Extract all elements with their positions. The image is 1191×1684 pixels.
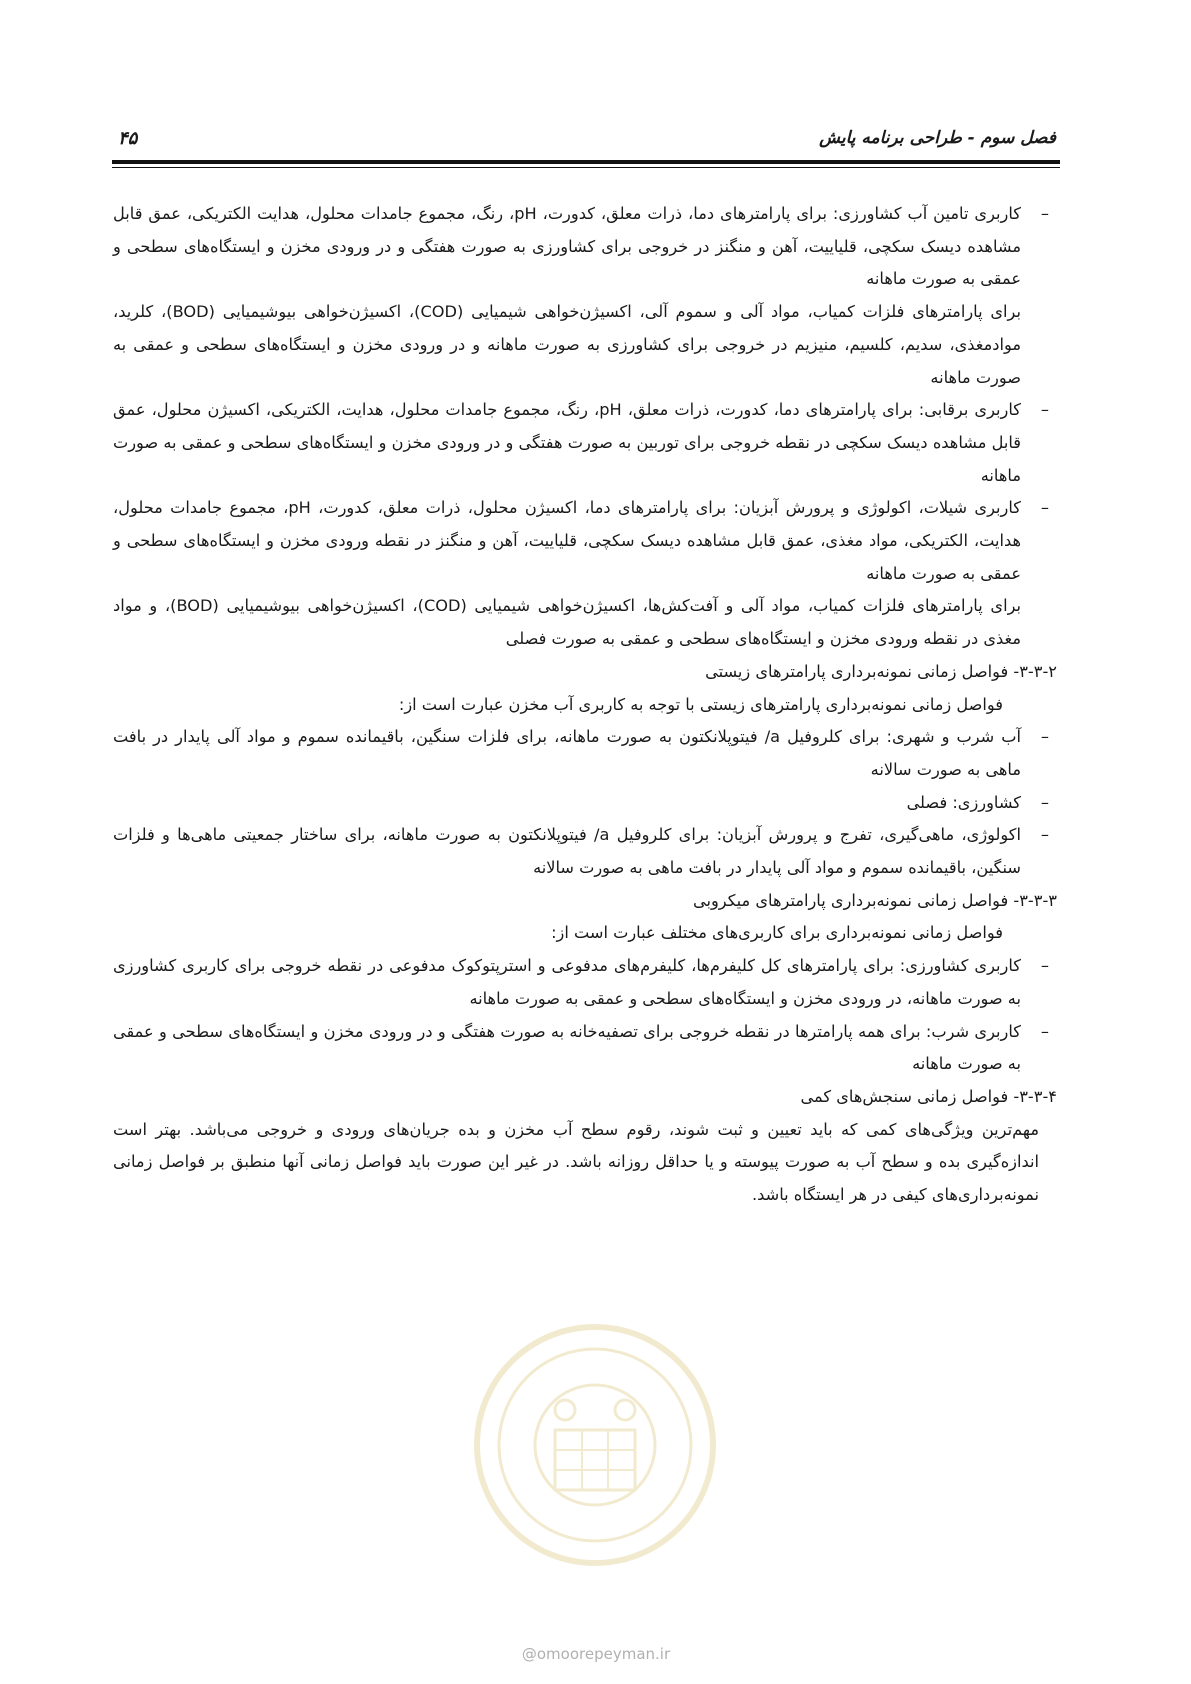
dash-bullet: – bbox=[1040, 825, 1049, 845]
paragraph-quantitative: مهم‌ترین ویژگی‌های کمی که باید تعیین و ثبت شوند، رقوم سطح آب مخزن و بده جریان‌های ورودی و خروجی می‌باشد. بهتر است اندازه‌گیری بده و سطح آب به صورت پیوسته و یا حداقل روزانه باشد. در غیر این صورت باید فواصل زمانی آنها منطبق بر فواصل زمانی نمونه‌برداری‌های کیفی در هر ایستگاه باشد. bbox=[113, 1119, 1039, 1205]
bullet-hydropower: – کاربری برقابی: برای پارامترهای دما، کدورت، ذرات معلق، pH، رنگ، مجموع جامدات محلول، هدایت، الکتریکی، اکسیژن محلول، عمق قابل مشاهده دیسک سکچی در نقطه خروجی برای توربین به صورت هفتگی و در ورودی مخزن و ایستگاه‌های سطحی و عمقی به صورت ماهانه bbox=[113, 394, 1057, 492]
paragraph-biological-intro: فواصل زمانی نمونه‌برداری پارامترهای زیستی با توجه به کاربری آب مخزن عبارت است از: bbox=[398, 694, 1003, 714]
dash-bullet: – bbox=[1040, 792, 1049, 812]
bullet-agriculture-supply: – کاربری تامین آب کشاورزی: برای پارامترهای دما، ذرات معلق، کدورت، pH، رنگ، مجموع جامدات محلول، هدایت الکتریکی، عمق قابل مشاهده دیسک سکچی، قلیاییت، آهن و منگنز در خروجی برای کشاورزی به صورت هفتگی و در ورودی مخزن و ایستگاه‌های سطحی و عمقی به صورت ماهانه bbox=[113, 198, 1057, 296]
bullet-drinking-microbial: – کاربری شرب: برای همه پارامترها در نقطه خروجی برای تصفیه‌خانه به صورت هفتگی و در ورودی مخزن و ایستگاه‌های سطحی و عمقی به صورت ماهانه bbox=[113, 1016, 1057, 1081]
header-rule-thick bbox=[112, 160, 1060, 164]
dash-bullet: – bbox=[1040, 1021, 1049, 1041]
paragraph-fisheries-rare-metals: برای پارامترهای فلزات کمیاب، مواد آلی و آفت‌کش‌ها، اکسیژن‌خواهی شیمیایی (COD)، اکسیژن‌خواهی بیوشیمیایی (BOD)، و مواد مغذی در نقطه ورودی مخزن و ایستگاه‌های سطحی و عمقی به صورت فصلی bbox=[113, 596, 1022, 649]
bullet-ecology-fishing: – اکولوژی، ماهی‌گیری، تفرج و پرورش آبزیان: برای کلروفیل a/ فیتوپلانکتون به صورت ماهانه، برای ساختار جمعیتی ماهی‌ها و فلزات سنگین، باقیمانده سموم و مواد آلی پایدار در بافت ماهی به صورت سالانه bbox=[113, 819, 1057, 884]
heading-biological-intervals: ۳-۳-۲- فواصل زمانی نمونه‌برداری پارامترهای زیستی bbox=[705, 661, 1057, 681]
dash-bullet: – bbox=[1040, 204, 1049, 223]
watermark-seal-icon bbox=[470, 1320, 720, 1570]
header-rule-thin bbox=[112, 167, 1060, 168]
bullet-agriculture-microbial: – کاربری کشاورزی: برای پارامترهای کل کلیفرم‌ها، کلیفرم‌های مدفوعی و استرپتوکوک مدفوعی در نقطه خروجی برای کاربری کشاورزی به صورت ماهانه، در ورودی مخزن و ایستگاه‌های سطحی و عمقی به صورت ماهانه bbox=[113, 950, 1057, 1015]
bullet-agriculture-seasonal: – کشاورزی: فصلی bbox=[113, 787, 1057, 820]
chapter-title: فصل سوم - طراحی برنامه پایش bbox=[819, 128, 1056, 148]
body-text bbox=[113, 198, 1057, 1212]
page-number: ۴۵ bbox=[118, 128, 138, 149]
heading-quantitative-intervals: ۳-۳-۴- فواصل زمانی سنجش‌های کمی bbox=[800, 1086, 1057, 1106]
bullet-drinking-urban: – آب شرب و شهری: برای کلروفیل a/ فیتوپلانکتون به صورت ماهانه، برای فلزات سنگین، باقیمانده سموم و مواد آلی پایدار در بافت ماهی به صورت سالانه bbox=[113, 721, 1057, 786]
dash-bullet: – bbox=[1040, 498, 1049, 518]
heading-microbial-intervals: ۳-۳-۳- فواصل زمانی نمونه‌برداری پارامترهای میکروبی bbox=[692, 890, 1057, 910]
dash-bullet: – bbox=[1040, 400, 1049, 420]
dash-bullet: – bbox=[1040, 727, 1049, 747]
paragraph-microbial-intro: فواصل زمانی نمونه‌برداری برای کاربری‌های مختلف عبارت است از: bbox=[551, 923, 1003, 943]
dash-bullet: – bbox=[1040, 956, 1049, 976]
paragraph-agriculture-rare-metals: برای پارامترهای فلزات کمیاب، مواد آلی و سموم آلی، اکسیژن‌خواهی شیمیایی (COD)، اکسیژن‌خواهی بیوشیمیایی (BOD)، کلرید، موادمغذی، سدیم، کلسیم، منیزیم در خروجی برای کشاورزی به صورت ماهانه و در ورودی مخزن و ایستگاه‌های سطحی و عمقی به صورت ماهانه bbox=[113, 302, 1021, 387]
watermark-site: @omoorepeyman.ir bbox=[521, 1645, 671, 1663]
bullet-fisheries: – کاربری شیلات، اکولوژی و پرورش آبزیان: برای پارامترهای دما، اکسیژن محلول، ذرات معلق، کدورت، pH، مجموع جامدات محلول، هدایت، الکتریکی، مواد مغذی، عمق قابل مشاهده دیسک سکچی، قلیاییت، آهن و منگنز در نقطه ورودی مخزن و ایستگاه‌های سطحی و عمقی به صورت ماهانه bbox=[113, 492, 1057, 590]
